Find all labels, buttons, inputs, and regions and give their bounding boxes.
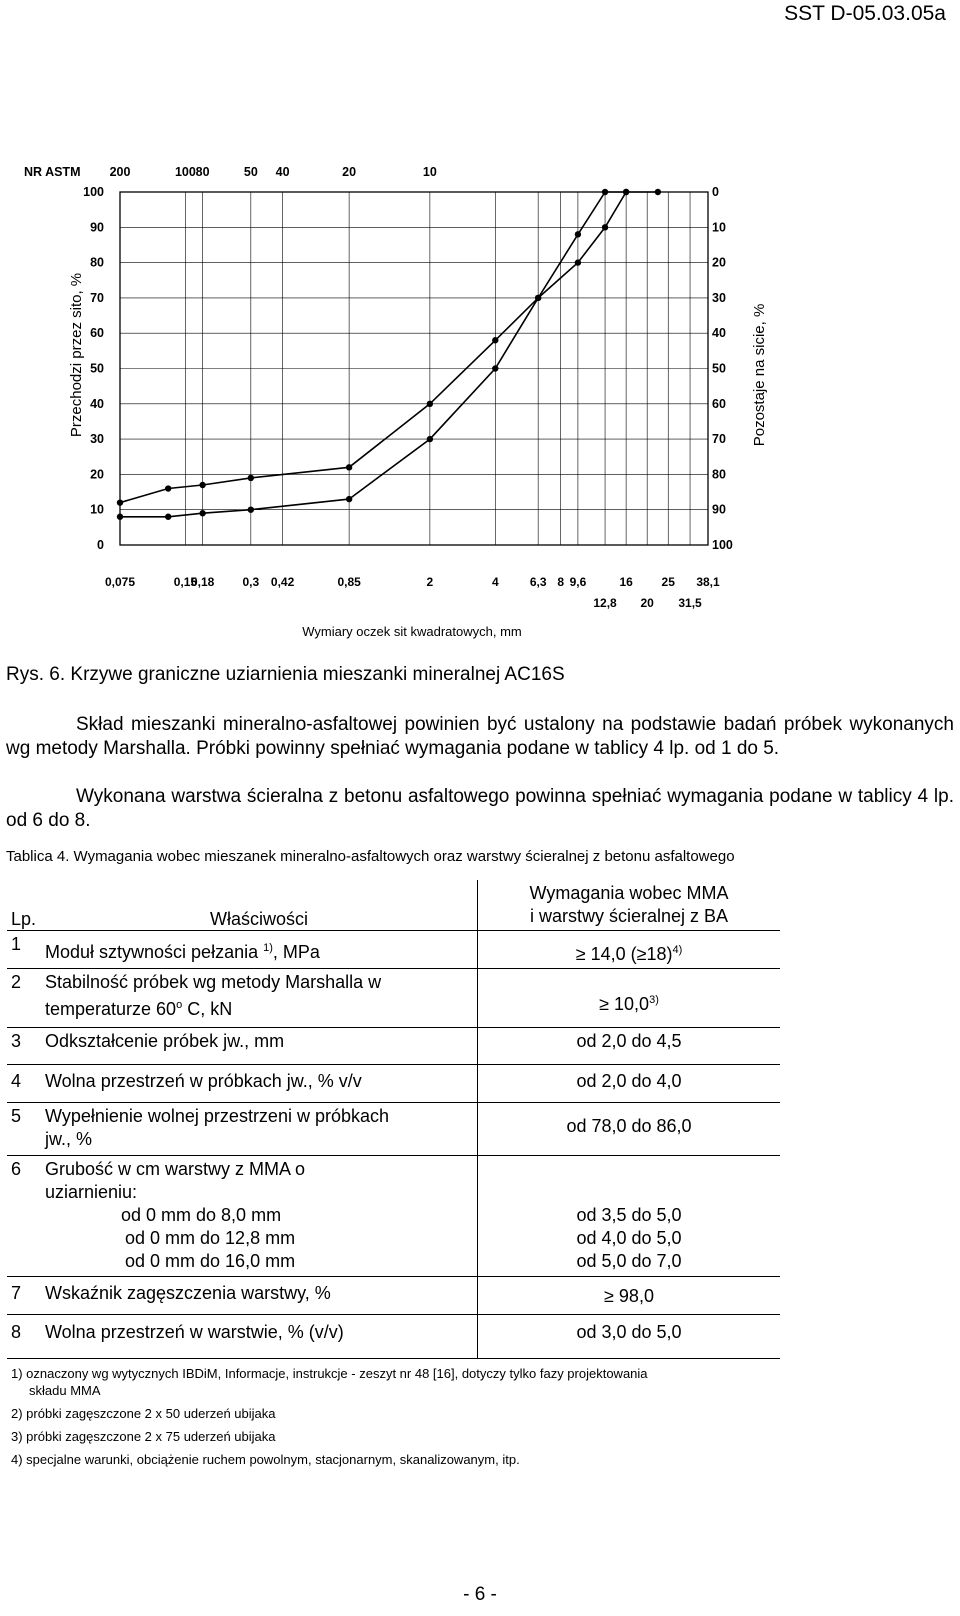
row-property: Wypełnienie wolnej przestrzeni w próbkach jw., %	[45, 1106, 390, 1149]
row-property: Wolna przestrzeń w warstwie, % (v/v)	[45, 1322, 344, 1342]
data-point	[602, 224, 608, 230]
y-tick-label-right: 50	[712, 361, 726, 376]
astm-tick-label: 10	[422, 165, 437, 179]
x-tick-label: 0,85	[337, 575, 361, 589]
x-tick-label: 8	[557, 575, 565, 589]
data-point	[575, 259, 581, 265]
data-point	[199, 482, 205, 488]
astm-tick-label: 50	[243, 165, 258, 179]
astm-tick-label: 20	[342, 165, 357, 179]
row-value: od 78,0 do 86,0	[477, 1103, 780, 1155]
chart-ticks	[83, 165, 733, 610]
row-lp: 6	[11, 1159, 22, 1179]
y-tick-label-left: 50	[90, 361, 104, 376]
row-lp: 5	[11, 1106, 22, 1126]
data-point	[346, 464, 352, 470]
data-point	[575, 231, 581, 237]
data-point	[535, 295, 541, 301]
paragraph-1: Skład mieszanki mineralno-asfaltowej powinien być ustalony na podstawie badań próbek wykonanych wg metody Marshalla. Próbki powinny spełniać wymagania podane w tablicy 4 lp. od 1 do 5.	[6, 714, 954, 759]
data-point	[117, 499, 123, 505]
y-tick-label-left: 60	[90, 326, 104, 341]
astm-tick-label: 200	[109, 165, 131, 179]
x-tick-label: 16	[619, 575, 633, 589]
x-tick-label: 6,3	[529, 575, 547, 589]
y-axis-label-left: Przechodzi przez sito, %	[68, 272, 85, 438]
row-value: ≥ 14,0 (≥18)$^{4)}$	[477, 931, 780, 968]
x-tick-label: 0,15	[173, 575, 198, 589]
row-value: od 3,0 do 5,0	[477, 1315, 780, 1358]
row-value: od 3,5 do 5,0 od 4,0 do 5,0 od 5,0 do 7,0	[477, 1156, 780, 1276]
table-row	[7, 1155, 780, 1276]
table-row	[7, 1064, 780, 1102]
header-req-line1: Wymagania wobec MMA	[529, 883, 729, 903]
data-point	[492, 337, 498, 343]
data-point	[248, 475, 254, 481]
data-point	[165, 485, 171, 491]
y-tick-label-right: 40	[712, 326, 726, 341]
data-point	[346, 496, 352, 502]
header-req-line2: i warstwy ścieralnej z BA	[529, 906, 729, 926]
document-code: SST D-05.03.05a	[784, 2, 946, 25]
y-tick-label-right: 10	[712, 220, 726, 235]
y-axis-label-right: Pozostaje na sicie, %	[751, 303, 768, 447]
y-tick-label-left: 20	[90, 467, 104, 482]
y-tick-label-left: 10	[90, 502, 104, 517]
table-row	[7, 1276, 780, 1314]
header-property: Właściwości	[209, 909, 308, 929]
top-axis-label: NR ASTM	[24, 165, 81, 179]
data-point	[427, 401, 433, 407]
y-tick-label-right: 80	[712, 467, 726, 482]
y-tick-label-right: 100	[712, 538, 733, 552]
x-tick-label: 0,3	[242, 575, 260, 589]
row-value: ≥ 10,0$^{3)}$	[477, 969, 780, 1027]
data-point	[117, 514, 123, 520]
row-property: Moduł sztywności pełzania $^{1)}$, MPa	[45, 942, 320, 962]
x-axis-label: Wymiary oczek sit kwadratowych, mm	[302, 624, 522, 639]
row-value: od 2,0 do 4,0	[477, 1065, 780, 1102]
data-point	[199, 510, 205, 516]
y-tick-label-right: 70	[712, 432, 726, 447]
header-requirements	[477, 880, 780, 933]
row-value: od 2,0 do 4,5	[477, 1028, 780, 1064]
chart-grid	[120, 192, 708, 545]
grading-chart	[0, 150, 960, 650]
note-1: 1) oznaczony wg wytycznych IBDiM, Informacje, instrukcje - zeszyt nr 48 [16], dotyczy tylko fazy projektowania	[11, 1366, 648, 1381]
x-tick-label: 4	[491, 575, 499, 589]
x-tick-label: 2	[426, 575, 434, 589]
y-tick-label-right: 30	[712, 290, 726, 305]
row-property: Odkształcenie próbek jw., mm	[45, 1031, 285, 1051]
note-3: 3) próbki zagęszczone 2 x 75 uderzeń ubijaka	[11, 1429, 276, 1444]
x-tick-label: 0,18	[190, 575, 215, 589]
astm-tick-label: 100	[174, 165, 196, 179]
row-value: ≥ 98,0	[477, 1277, 780, 1314]
table-header-row	[7, 880, 780, 930]
chart-curves	[117, 189, 661, 520]
x-tick-label-row2: 20	[640, 596, 654, 610]
row-lp: 8	[11, 1322, 22, 1342]
row-lp: 1	[11, 934, 22, 954]
x-tick-label: 0,075	[104, 575, 136, 589]
y-tick-label-left: 0	[97, 538, 104, 552]
page-number: - 6 -	[463, 1584, 497, 1605]
y-tick-label-right: 60	[712, 396, 726, 411]
table-caption: Tablica 4. Wymagania wobec mieszanek mineralno-asfaltowych oraz warstwy ścieralnej z betonu asfaltowego	[6, 848, 735, 865]
row-property: Wolna przestrzeń w próbkach jw., % v/v	[45, 1071, 362, 1091]
y-tick-label-left: 70	[90, 290, 104, 305]
row-property: Stabilność próbek wg metody Marshalla w temperaturze 60$^o$ C, kN	[45, 972, 382, 1019]
y-tick-label-right: 90	[712, 502, 726, 517]
header-lp: Lp.	[11, 909, 37, 929]
row-property: Wskaźnik zagęszczenia warstwy, %	[45, 1283, 331, 1303]
y-tick-label-left: 100	[83, 185, 104, 199]
table-notes	[7, 1358, 780, 1478]
x-tick-label: 0,42	[270, 575, 295, 589]
x-tick-label-row2: 31,5	[678, 596, 702, 610]
astm-tick-label: 40	[275, 165, 290, 179]
figure-caption: Rys. 6. Krzywe graniczne uziarnienia mieszanki mineralnej AC16S	[6, 664, 565, 685]
requirements-table	[7, 880, 780, 1478]
grading-curve-2	[120, 192, 658, 517]
data-point	[602, 189, 608, 195]
grading-curve-1	[120, 192, 626, 503]
table-row	[7, 1102, 780, 1155]
row-lp: 4	[11, 1071, 22, 1091]
data-point	[655, 189, 661, 195]
data-point	[165, 514, 171, 520]
paragraph-2: Wykonana warstwa ścieralna z betonu asfaltowego powinna spełniać wymagania podane w tablicy 4 lp. od 6 do 8.	[6, 786, 954, 831]
y-tick-label-left: 30	[90, 432, 104, 447]
table-row	[7, 968, 780, 1027]
note-2: 2) próbki zagęszczone 2 x 50 uderzeń ubijaka	[11, 1406, 276, 1421]
row-property: Grubość w cm warstwy z MMA o uziarnieniu: od 0 mm do 8,0 mm od 0 mm do 12,8 mm od 0 mm do 16,0 mm	[45, 1159, 306, 1271]
astm-tick-label: 80	[195, 165, 210, 179]
data-point	[427, 436, 433, 442]
x-tick-label: 9,6	[569, 575, 587, 589]
y-tick-label-left: 80	[90, 255, 104, 270]
row-lp: 2	[11, 972, 22, 992]
row-lp: 7	[11, 1283, 22, 1303]
note-1-cont: składu MMA	[29, 1383, 101, 1398]
data-point	[492, 365, 498, 371]
table-row	[7, 930, 780, 968]
x-tick-label: 25	[661, 575, 675, 589]
x-tick-label-row2: 12,8	[593, 596, 617, 610]
note-4: 4) specjalne warunki, obciążenie ruchem powolnym, stacjonarnym, skanalizowanym, itp.	[11, 1452, 520, 1467]
x-tick-label: 38,1	[696, 575, 720, 589]
table-row	[7, 1027, 780, 1064]
y-tick-label-left: 40	[90, 396, 104, 411]
y-tick-label-right: 0	[712, 185, 719, 199]
y-tick-label-left: 90	[90, 220, 104, 235]
data-point	[248, 507, 254, 513]
table-row	[7, 1314, 780, 1358]
row-lp: 3	[11, 1031, 22, 1051]
y-tick-label-right: 20	[712, 255, 726, 270]
data-point	[623, 189, 629, 195]
